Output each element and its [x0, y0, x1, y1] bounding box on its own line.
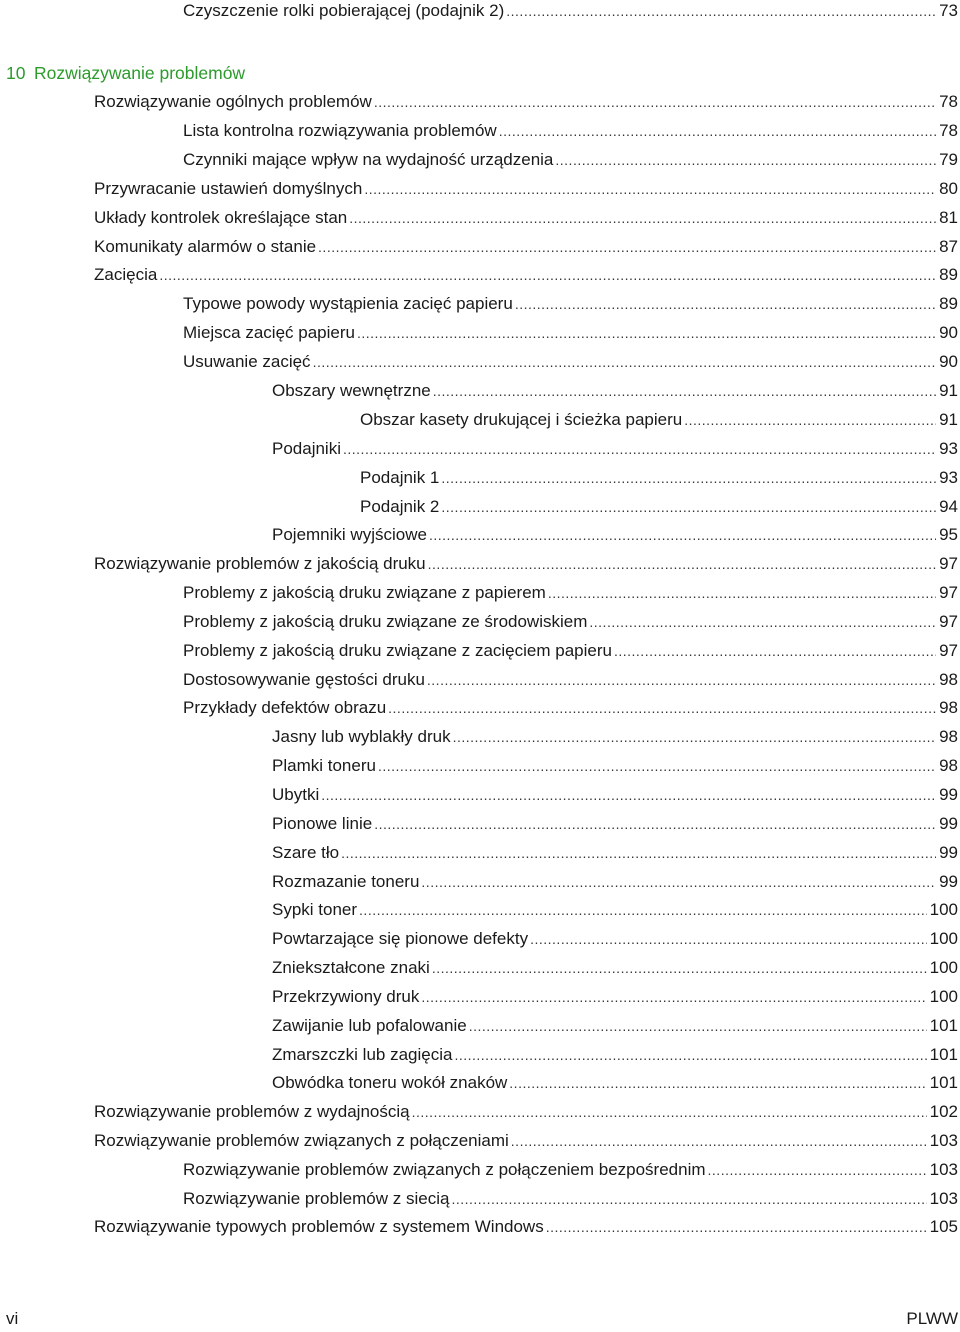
toc-entry[interactable]: [183, 291, 958, 317]
toc-entry-title: Problemy z jakością druku związane z papierem: [183, 580, 548, 606]
toc-entry[interactable]: [94, 1128, 958, 1154]
toc-entry[interactable]: [94, 262, 958, 288]
toc-entry[interactable]: [183, 320, 958, 346]
toc-entry-page: 80: [936, 176, 958, 202]
toc-entry-page: 100: [927, 955, 958, 981]
dot-leader: [530, 926, 927, 952]
toc-entry-title: Szare tło: [272, 840, 341, 866]
dot-leader: [427, 667, 936, 693]
toc-entry[interactable]: [183, 0, 958, 24]
toc-entry-title: Rozwiązywanie ogólnych problemów: [94, 89, 374, 115]
toc-entry[interactable]: [183, 638, 958, 664]
toc-entry[interactable]: [183, 667, 958, 693]
toc-entry-title: Zniekształcone znaki: [272, 955, 432, 981]
toc-entry[interactable]: [272, 378, 958, 404]
toc-entry[interactable]: [272, 1042, 958, 1068]
toc-entry-page: 103: [927, 1186, 958, 1212]
toc-entry[interactable]: [272, 1070, 958, 1096]
dot-leader: [159, 262, 936, 288]
toc-entry[interactable]: [94, 551, 958, 577]
toc-entry-page: 99: [936, 782, 958, 808]
dot-leader: [614, 638, 936, 664]
toc-entry-page: 101: [927, 1070, 958, 1096]
toc-entry-title: Podajniki: [272, 436, 343, 462]
dot-leader: [378, 753, 936, 779]
toc-entry[interactable]: [183, 609, 958, 635]
toc-entry-title: Jasny lub wyblakły druk: [272, 724, 453, 750]
toc-entry-page: 99: [936, 869, 958, 895]
toc-entry-page: 93: [936, 436, 958, 462]
toc-entry[interactable]: [272, 782, 958, 808]
toc-entry-title: Plamki toneru: [272, 753, 378, 779]
dot-leader: [441, 494, 936, 520]
toc-entry-title: Problemy z jakością druku związane z zacięciem papieru: [183, 638, 614, 664]
dot-leader: [428, 551, 936, 577]
toc-entry[interactable]: [272, 926, 958, 952]
dot-leader: [511, 1128, 927, 1154]
toc-entry-title: Rozwiązywanie problemów z wydajnością: [94, 1099, 412, 1125]
dot-leader: [388, 695, 936, 721]
toc-entry-page: 97: [936, 580, 958, 606]
dot-leader: [451, 1186, 926, 1212]
toc-entry-page: 79: [936, 147, 958, 173]
toc-entry-page: 81: [936, 205, 958, 231]
toc-entry-title: Przekrzywiony druk: [272, 984, 421, 1010]
footer-label: PLWW: [906, 1309, 958, 1328]
toc-entry-title: Obszary wewnętrzne: [272, 378, 433, 404]
toc-entry-title: Zmarszczki lub zagięcia: [272, 1042, 454, 1068]
toc-entry-title: Komunikaty alarmów o stanie: [94, 234, 318, 260]
toc-entry-title: Obszar kasety drukującej i ścieżka papieru: [360, 407, 684, 433]
toc-entry[interactable]: [183, 118, 958, 144]
toc-entry-title: Ubytki: [272, 782, 321, 808]
toc-entry-page: 93: [936, 465, 958, 491]
toc-entry-title: Rozwiązywanie problemów z siecią: [183, 1186, 451, 1212]
toc-entry-title: Rozwiązywanie problemów związanych z połączeniem bezpośrednim: [183, 1157, 708, 1183]
toc-entry-title: Zacięcia: [94, 262, 159, 288]
toc-entry-page: 73: [936, 0, 958, 24]
toc-entry[interactable]: [272, 869, 958, 895]
toc-entry[interactable]: [94, 89, 958, 115]
toc-entry-page: 100: [927, 984, 958, 1010]
toc-entry[interactable]: [272, 811, 958, 837]
toc-entry-title: Dostosowywanie gęstości druku: [183, 667, 427, 693]
toc-entry-title: Czynniki mające wpływ na wydajność urządzenia: [183, 147, 555, 173]
toc-entry-title: Podajnik 2: [360, 494, 441, 520]
toc-entry[interactable]: [94, 1099, 958, 1125]
dot-leader: [506, 0, 936, 24]
toc-entry-page: 97: [936, 551, 958, 577]
toc-entry[interactable]: [360, 465, 958, 491]
dot-leader: [374, 811, 936, 837]
dot-leader: [321, 782, 936, 808]
dot-leader: [412, 1099, 927, 1125]
toc-entry-page: 90: [936, 320, 958, 346]
dot-leader: [357, 320, 936, 346]
toc-entry[interactable]: [272, 897, 958, 923]
dot-leader: [546, 1214, 927, 1240]
toc-entry-title: Układy kontrolek określające stan: [94, 205, 349, 231]
toc-entry[interactable]: [94, 176, 958, 202]
toc-entry[interactable]: [360, 494, 958, 520]
toc-entry-page: 105: [927, 1214, 958, 1240]
toc-entry[interactable]: [183, 1157, 958, 1183]
toc-entry-title: Problemy z jakością druku związane ze środowiskiem: [183, 609, 589, 635]
toc-entry[interactable]: [94, 1214, 958, 1240]
toc-entry[interactable]: [183, 349, 958, 375]
dot-leader: [433, 378, 936, 404]
toc-entry[interactable]: [94, 205, 958, 231]
toc-entry-page: 103: [927, 1128, 958, 1154]
toc-entry-page: 98: [936, 695, 958, 721]
toc-entry-title: Typowe powody wystąpienia zacięć papieru: [183, 291, 515, 317]
dot-leader: [429, 522, 936, 548]
toc-entry-page: 91: [936, 407, 958, 433]
toc-entry-page: 97: [936, 609, 958, 635]
toc-entry-title: Lista kontrolna rozwiązywania problemów: [183, 118, 499, 144]
toc-entry[interactable]: [183, 695, 958, 721]
toc-entry[interactable]: [272, 955, 958, 981]
dot-leader: [555, 147, 936, 173]
toc-entry-page: 98: [936, 724, 958, 750]
toc-entry-page: 78: [936, 89, 958, 115]
dot-leader: [509, 1070, 926, 1096]
toc-entry-title: Przywracanie ustawień domyślnych: [94, 176, 364, 202]
toc-entry-page: 101: [927, 1013, 958, 1039]
toc-entry[interactable]: [183, 1186, 958, 1212]
toc-entry-page: 94: [936, 494, 958, 520]
dot-leader: [453, 724, 937, 750]
toc-entry-page: 100: [927, 926, 958, 952]
toc-entry-page: 78: [936, 118, 958, 144]
chapter-title: Rozwiązywanie problemów: [34, 63, 246, 83]
dot-leader: [684, 407, 936, 433]
toc-entry-page: 99: [936, 811, 958, 837]
dot-leader: [548, 580, 936, 606]
toc-entry-page: 99: [936, 840, 958, 866]
toc-entry-title: Usuwanie zacięć: [183, 349, 313, 375]
toc-entry-title: Podajnik 1: [360, 465, 441, 491]
toc-entry-title: Powtarzające się pionowe defekty: [272, 926, 530, 952]
toc-entry-title: Rozwiązywanie typowych problemów z systemem Windows: [94, 1214, 546, 1240]
toc-entry-page: 103: [927, 1157, 958, 1183]
toc-entry[interactable]: [94, 234, 958, 260]
toc-entry[interactable]: [272, 753, 958, 779]
toc-entry-title: Sypki toner: [272, 897, 359, 923]
dot-leader: [349, 205, 936, 231]
toc-entry-page: 90: [936, 349, 958, 375]
dot-leader: [441, 465, 936, 491]
toc-entry-page: 101: [927, 1042, 958, 1068]
dot-leader: [432, 955, 927, 981]
dot-leader: [359, 897, 927, 923]
dot-leader: [364, 176, 936, 202]
toc-entry-page: 98: [936, 753, 958, 779]
dot-leader: [421, 984, 926, 1010]
toc-entry-title: Czyszczenie rolki pobierającej (podajnik 2): [183, 0, 506, 24]
dot-leader: [313, 349, 937, 375]
toc-entry[interactable]: [272, 1013, 958, 1039]
toc-entry[interactable]: [360, 407, 958, 433]
dot-leader: [374, 89, 936, 115]
toc-entry[interactable]: [272, 436, 958, 462]
toc-entry-title: Rozmazanie toneru: [272, 869, 421, 895]
toc-entry-page: 97: [936, 638, 958, 664]
footer-page-number: vi: [6, 1309, 19, 1328]
toc-entry-title: Pojemniki wyjściowe: [272, 522, 429, 548]
toc-entry[interactable]: [272, 522, 958, 548]
toc-entry[interactable]: [183, 580, 958, 606]
toc-entry-title: Zawijanie lub pofalowanie: [272, 1013, 469, 1039]
toc-entry[interactable]: [272, 984, 958, 1010]
toc-entry[interactable]: [272, 724, 958, 750]
dot-leader: [469, 1013, 927, 1039]
dot-leader: [341, 840, 936, 866]
dot-leader: [318, 234, 936, 260]
toc-entry-title: Rozwiązywanie problemów związanych z połączeniami: [94, 1128, 511, 1154]
dot-leader: [454, 1042, 926, 1068]
toc-entry-page: 102: [927, 1099, 958, 1125]
dot-leader: [708, 1157, 927, 1183]
toc-entry-title: Miejsca zacięć papieru: [183, 320, 357, 346]
toc-entry-page: 95: [936, 522, 958, 548]
dot-leader: [515, 291, 936, 317]
toc-entry-page: 91: [936, 378, 958, 404]
toc-entry-page: 100: [927, 897, 958, 923]
toc-entry[interactable]: [183, 147, 958, 173]
toc-entry-title: Pionowe linie: [272, 811, 374, 837]
toc-entry-title: Przykłady defektów obrazu: [183, 695, 388, 721]
toc-entry[interactable]: [272, 840, 958, 866]
toc-entry-page: 89: [936, 262, 958, 288]
toc-entry-page: 87: [936, 234, 958, 260]
dot-leader: [499, 118, 936, 144]
dot-leader: [421, 869, 936, 895]
dot-leader: [589, 609, 936, 635]
toc-entry-title: Rozwiązywanie problemów z jakością druku: [94, 551, 428, 577]
toc-entry-page: 98: [936, 667, 958, 693]
toc-entry-title: Obwódka toneru wokół znaków: [272, 1070, 509, 1096]
toc-entry-page: 89: [936, 291, 958, 317]
dot-leader: [343, 436, 936, 462]
chapter-number: 10: [6, 63, 26, 83]
chapter-heading[interactable]: [6, 60, 245, 86]
